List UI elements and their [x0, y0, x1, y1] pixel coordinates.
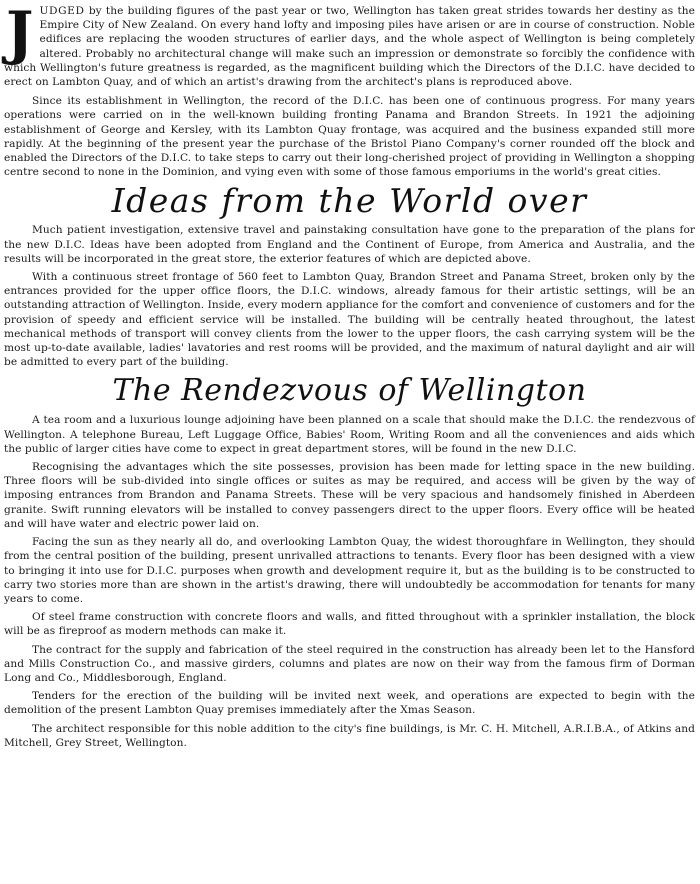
- steel-paragraph: Of steel frame construction with concrete floors and walls, and fitted throughout with a sprinkler installation, the block will be as fireproof as modern methods can make it.: [4, 611, 695, 638]
- intro-text: by the building figures of the past year or two, Wellington has taken great strides towards her destiny as the Empire City of New Zealand. On every hand lofty and imposing piles have arisen or are in course of construction. Noble edifices are replacing the wooden structures of earlier days, and the whole aspect of Wellington is being completely altered. Probably no architectural change will make such an impression or demonstrate so forcibly the confidence with which Wellington's future greatness is regarded, as the magnificent building which the Directors of the D.I.C. have decided to erect on Lambton Quay, and of which an artist's drawing from the architect's plans is reproduced above.: [4, 5, 695, 89]
- sun-paragraph: Facing the sun as they nearly all do, and overlooking Lambton Quay, the widest thoroughfare in Wellington, they should from the central position of the building, present unrivalled attractions to tenants. Every floor has been designed with a view to bringing it into use for D.I.C. purposes when growth and development require it, but as the building is to be constructed to carry two stories more than are shown in the artist's drawing, there will undoubtedly be accommodation for tenants for many years to come.: [4, 536, 695, 605]
- frontage-paragraph: With a continuous street frontage of 560 feet to Lambton Quay, Brandon Street and Panama Street, broken only by the entrances provided for the upper office floors, the D.I.C. windows, already famous for their artistic settings, will be an outstanding attraction of Wellington. Inside, every modern appliance for the comfort and convenience of customers and for the provision of speedy and efficient service will be installed. The building will be centrally heated throughout, the latest mechanical methods of transport will convey clients from the lower to the upper floors, the cash carrying system will be the most up-to-date available, ladies' lavatories and rest rooms will be provided, and the maximum of natural daylight and air will be admitted to every part of the building.: [4, 271, 695, 369]
- architect-paragraph: The architect responsible for this noble addition to the city's fine buildings, is Mr. C. H. Mitchell, A.R.I.B.A., of Atkins and Mitchell, Grey Street, Wellington.: [4, 722, 695, 749]
- intro-paragraph: [4, 0, 695, 89]
- section-heading-ideas: Ideas from the World over: [111, 181, 588, 221]
- tearoom-paragraph: A tea room and a luxurious lounge adjoining have been planned on a scale that should make the D.I.C. the rendezvous of Wellington. A telephone Bureau, Left Luggage Office, Babies' Room, Writing Room and all the conveniences and aids which the public of larger cities have come to expect in great department stores, will be found in the new D.I.C.: [4, 414, 695, 455]
- tenders-paragraph: Tenders for the erection of the building will be invited next week, and operations are expected to begin with the demolition of the present Lambton Quay premises immediately after the Xmas Season.: [4, 690, 695, 717]
- history-paragraph: Since its establishment in Wellington, the record of the D.I.C. has been one of continuous progress. For many years operations were carried on in the well-known building fronting Panama and Brandon Streets. In 1921 the adjoining establishment of George and Kersley, with its Lambton Quay frontage, was acquired and the business expanded still more rapidly. At the beginning of the present year the purchase of the Bristol Piano Company's corner rounded off the block and enabled the Directors of the D.I.C. to take steps to carry out their long-cherished project of providing in Wellington a shopping centre second to none in the Dominion, and vying even with some of those famous emporiums in the world's great cities.: [4, 95, 695, 179]
- intro-lead-word: UDGED: [39, 5, 85, 17]
- offices-paragraph: Recognising the advantages which the site possesses, provision has been made for letting space in the new building. Three floors will be sub-divided into single offices or suites as may be required, and access will be given by the way of imposing entrances from Brandon and Panama Streets. These will be very spacious and handsomely finished in Aberdeen granite. Swift running elevators will be installed to convey passengers direct to the upper floors. Every office will be heated and will have water and electric power laid on.: [4, 461, 695, 530]
- contract-paragraph: The contract for the supply and fabrication of the steel required in the construction has already been let to the Hansford and Mills Construction Co., and massive girders, columns and plates are now on their way from the famous firm of Dorman Long and Co., Middlesborough, England.: [4, 643, 695, 684]
- ideas-paragraph: Much patient investigation, extensive travel and painstaking consultation have gone to the preparation of the plans for the new D.I.C. Ideas have been adopted from England and the Continent of Europe, from America and Australia, and the results will be incorporated in the great store, the exterior features of which are depicted above.: [4, 224, 695, 265]
- drop-cap: J: [6, 0, 34, 67]
- section-heading-rendezvous: The Rendezvous of Wellington: [112, 373, 587, 409]
